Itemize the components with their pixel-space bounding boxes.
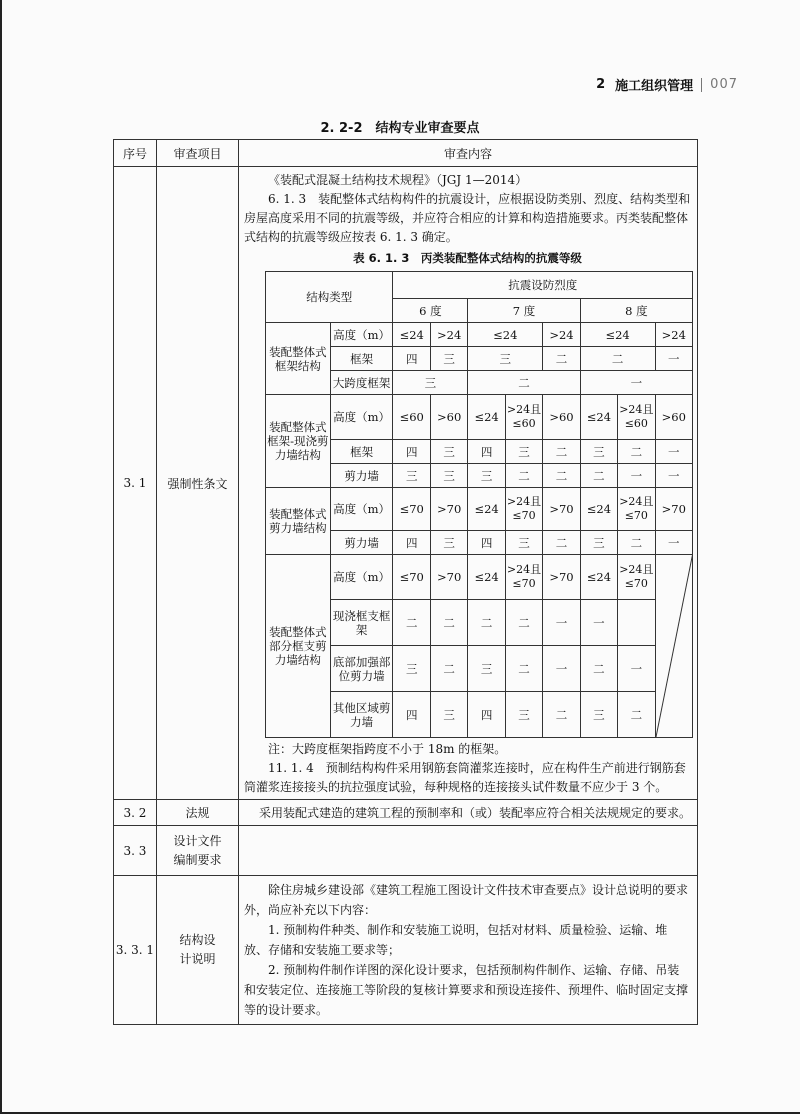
row-content: 采用装配式建造的建筑工程的预制率和（或）装配率应符合相关法规规定的要求。: [239, 800, 698, 826]
cell: >60: [430, 395, 467, 440]
header-structure-type: 结构类型: [266, 272, 393, 323]
cell: 二: [580, 464, 617, 488]
cell: >24: [655, 323, 692, 347]
cell: 三: [580, 440, 617, 464]
label-frame: 框架: [330, 440, 393, 464]
table-row: [114, 800, 698, 826]
cell: 二: [430, 600, 467, 646]
row-content: [239, 876, 698, 1025]
design-desc-intro: 除住房城乡建设部《建筑工程施工图设计文件技术审查要点》设计总说明的要求外，尚应补充以下内容：: [244, 883, 689, 917]
cell: 四: [468, 440, 505, 464]
cell: 二: [618, 692, 655, 738]
cell: ≤24: [580, 323, 655, 347]
review-table: [113, 139, 698, 1025]
cell: >70: [543, 488, 580, 531]
cell: 一: [655, 440, 692, 464]
cell: 一: [543, 646, 580, 692]
cell: 二: [505, 646, 542, 692]
row-item: 设计文件编制要求: [157, 826, 239, 876]
row-content: [239, 826, 698, 876]
design-desc-item1: 1. 预制构件种类、制作和安装施工说明，包括对材料、质量检验、运输、堆放、存储和安装施工要求等；: [244, 923, 668, 957]
row-item: 结构设计说明: [157, 876, 239, 1025]
cell: 三: [468, 464, 505, 488]
label-bigspan: 大跨度框架: [330, 371, 393, 395]
cell: >24且≤70: [618, 488, 655, 531]
standard-title: 《装配式混凝土结构技术规程》（JGJ 1—2014）: [268, 173, 528, 187]
cell: >70: [430, 555, 467, 600]
col-header-item: 审查项目: [157, 140, 239, 167]
header-separator: [701, 78, 702, 92]
cell: 二: [505, 464, 542, 488]
row-seq: 3. 1: [114, 167, 157, 800]
cell: 三: [393, 464, 430, 488]
cell: 一: [655, 464, 692, 488]
cell: 三: [430, 531, 467, 555]
cell: >24且≤70: [505, 488, 542, 531]
page-number: 007: [710, 77, 738, 92]
running-header: [596, 75, 738, 94]
cell: >24: [430, 323, 467, 347]
cell: [618, 600, 655, 646]
cell: 三: [468, 646, 505, 692]
cell: 三: [580, 692, 617, 738]
cell: 一: [543, 600, 580, 646]
cell: ≤70: [393, 488, 430, 531]
label-height: 高度（m）: [330, 395, 393, 440]
cell: 一: [580, 371, 692, 395]
cell: ≤24: [468, 395, 505, 440]
row-item: 强制性条文: [157, 167, 239, 800]
cell: 二: [543, 692, 580, 738]
cell: 二: [543, 347, 580, 371]
cell: >24且≤70: [505, 555, 542, 600]
label-wall: 剪力墙: [330, 531, 393, 555]
cell: 四: [468, 692, 505, 738]
cell: 一: [580, 600, 617, 646]
type-frame-shear: 装配整体式框架-现浇剪力墙结构: [266, 395, 331, 488]
cell: 三: [505, 531, 542, 555]
cell: >60: [655, 395, 692, 440]
cell: ≤24: [468, 323, 543, 347]
cell: 二: [393, 600, 430, 646]
cell: ≤60: [393, 395, 430, 440]
cell: 二: [580, 347, 655, 371]
cell: >70: [430, 488, 467, 531]
type-partial-frame-shear: 装配整体式部分框支剪力墙结构: [266, 555, 331, 738]
cell: 二: [543, 440, 580, 464]
cell: 二: [468, 371, 580, 395]
type-frame: 装配整体式框架结构: [266, 323, 331, 395]
cell: 一: [655, 531, 692, 555]
cell: 三: [505, 692, 542, 738]
cell: 四: [393, 347, 430, 371]
cell: 四: [468, 531, 505, 555]
cell: ≤24: [393, 323, 430, 347]
col-header-seq: 序号: [114, 140, 157, 167]
subtable-caption: 表 6. 1. 3 丙类装配整体式结构的抗震等级: [353, 251, 582, 265]
cell: >70: [543, 555, 580, 600]
table-row: [114, 826, 698, 876]
seismic-grade-table: [265, 271, 693, 738]
row-item: 法规: [157, 800, 239, 826]
row-seq: 3. 2: [114, 800, 157, 826]
cell: 三: [430, 692, 467, 738]
cell: ≤70: [393, 555, 430, 600]
cell: 三: [393, 371, 468, 395]
cell: >24且≤60: [618, 395, 655, 440]
row-seq: 3. 3: [114, 826, 157, 876]
header-deg6: 6 度: [393, 299, 468, 323]
label-wall: 剪力墙: [330, 464, 393, 488]
cell: 三: [505, 440, 542, 464]
cell: 四: [393, 692, 430, 738]
cell: ≤24: [468, 555, 505, 600]
type-shear-wall: 装配整体式剪力墙结构: [266, 488, 331, 555]
label-frame: 框架: [330, 347, 393, 371]
header-deg7: 7 度: [468, 299, 580, 323]
cell: ≤24: [580, 395, 617, 440]
chapter-title: 施工组织管理: [615, 79, 694, 94]
cell: 二: [543, 531, 580, 555]
cell: 三: [580, 531, 617, 555]
cell: ≤24: [468, 488, 505, 531]
header-intensity: 抗震设防烈度: [393, 272, 693, 299]
label-height: 高度（m）: [330, 323, 393, 347]
cell: >24且≤60: [505, 395, 542, 440]
cell: 一: [618, 464, 655, 488]
cell: >60: [543, 395, 580, 440]
label-other-wall: 其他区域剪力墙: [330, 692, 393, 738]
cell: >70: [655, 488, 692, 531]
label-height: 高度（m）: [330, 555, 393, 600]
cell: 三: [393, 646, 430, 692]
cell: ≤24: [580, 488, 617, 531]
cell: 二: [468, 600, 505, 646]
cell: 三: [430, 440, 467, 464]
table-header-row: [114, 140, 698, 167]
diagonal-line: [656, 555, 692, 737]
table-row: [114, 167, 698, 800]
cell: 二: [543, 464, 580, 488]
col-header-content: 审查内容: [239, 140, 698, 167]
cell: 二: [580, 646, 617, 692]
cell: 二: [430, 646, 467, 692]
cell: 二: [618, 531, 655, 555]
table-row: [114, 876, 698, 1025]
table-note: 注：大跨度框架指跨度不小于 18m 的框架。: [268, 742, 507, 756]
chapter-number: 2: [596, 77, 606, 92]
cell: 四: [393, 440, 430, 464]
cell: ≤24: [580, 555, 617, 600]
diagonal-empty-cell: [655, 555, 692, 738]
cell: 二: [505, 600, 542, 646]
table-caption: 2. 2-2 结构专业审查要点: [320, 121, 480, 136]
design-desc-item2: 2. 预制构件制作详图的深化设计要求，包括预制构件制作、运输、存储、吊装和安装定位、连接施工等阶段的复核计算要求和预设连接件、预埋件、临时固定支撑等的设计要求。: [244, 963, 689, 1017]
page-border-left: [0, 0, 2, 1114]
cell: >24且≤70: [618, 555, 655, 600]
cell: 三: [430, 464, 467, 488]
clause-1114: 11. 1. 4 预制结构构件采用钢筋套筒灌浆连接时，应在构件生产前进行钢筋套筒灌浆连接接头的抗拉强度试验，每种规格的连接接头试件数量不应少于 3 个。: [244, 761, 686, 794]
cell: 一: [618, 646, 655, 692]
label-frame-support: 现浇框支框架: [330, 600, 393, 646]
label-bottom-wall: 底部加强部位剪力墙: [330, 646, 393, 692]
cell: 三: [468, 347, 543, 371]
row-seq: 3. 3. 1: [114, 876, 157, 1025]
row-content: [239, 167, 698, 800]
cell: >24: [543, 323, 580, 347]
label-height: 高度（m）: [330, 488, 393, 531]
header-deg8: 8 度: [580, 299, 692, 323]
clause-613: 6. 1. 3 装配整体式结构构件的抗震设计，应根据设防类别、烈度、结构类型和房屋高度采用不同的抗震等级，并应符合相应的计算和构造措施要求。丙类装配整体式结构的抗震等级应按表 6. 1. 3 确定。: [244, 192, 691, 244]
cell: 三: [430, 347, 467, 371]
cell: 二: [618, 440, 655, 464]
cell: 四: [393, 531, 430, 555]
cell: 一: [655, 347, 692, 371]
